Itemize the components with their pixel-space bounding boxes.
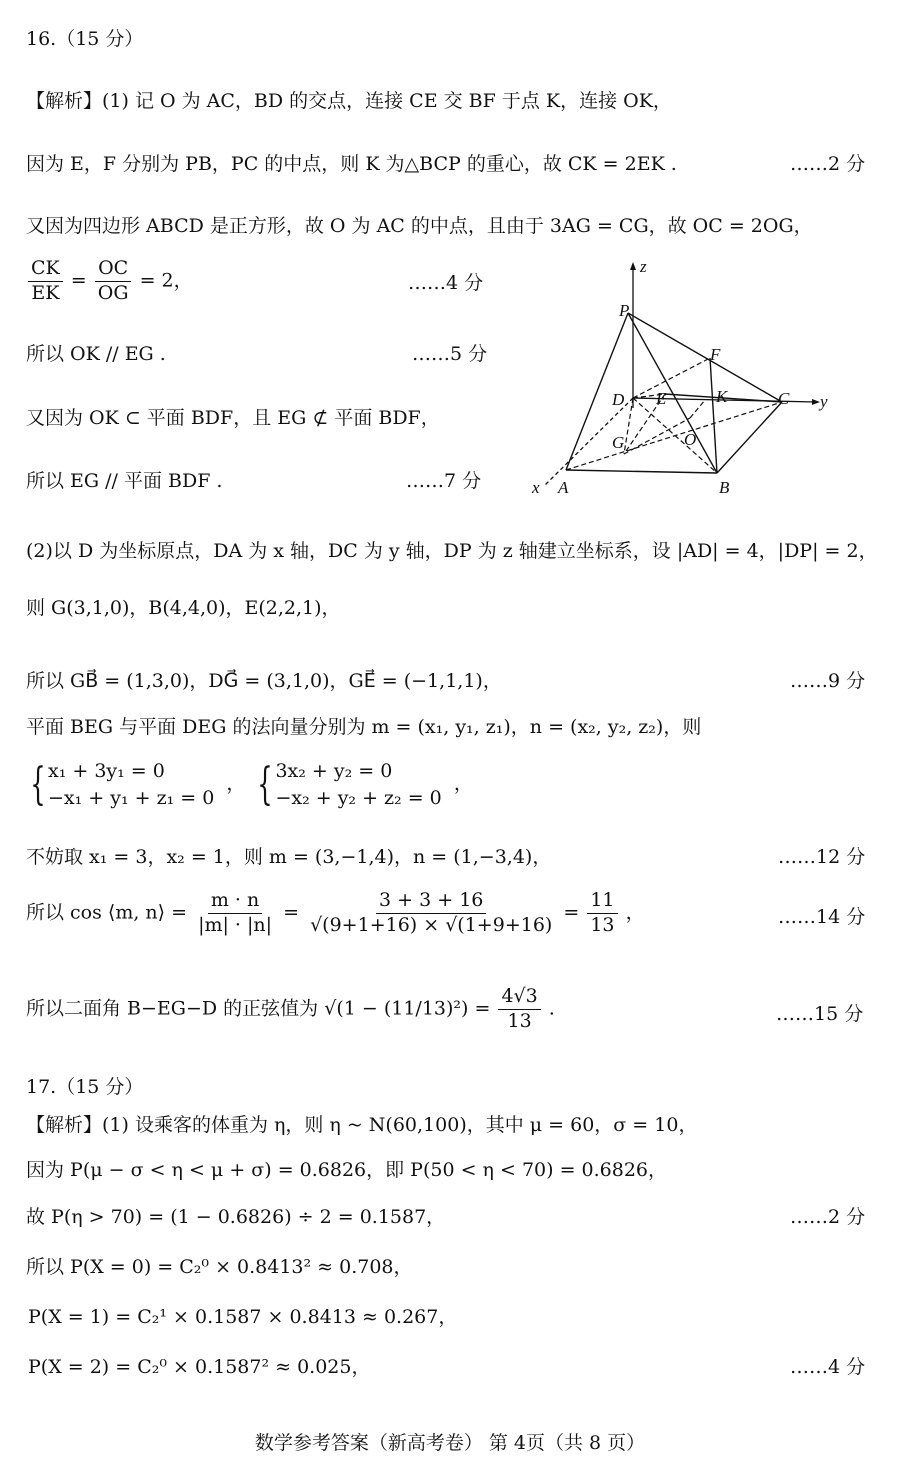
q16-line-6: 又因为 OK ⊂ 平面 BDF，且 EG ⊄ 平面 BDF， <box>26 407 440 429</box>
label-C: C <box>778 389 790 408</box>
q16-line-5: 所以 OK // EG . <box>26 343 166 365</box>
q17-line-2: 因为 P(μ − σ < η < μ + σ) = 0.6826，即 P(50 < η < 70) = 0.6826， <box>26 1159 668 1181</box>
q17-line-3: 故 P(η > 70) = (1 − 0.6826) ÷ 2 = 0.1587， <box>26 1206 446 1228</box>
q16-line-3: 又因为四边形 ABCD 是正方形，故 O 为 AC 的中点，且由于 3AG = CG，故 OC = 2OG， <box>26 215 813 237</box>
label-E: E <box>656 389 667 408</box>
edge-AB <box>566 470 717 473</box>
label-P: P <box>619 301 630 320</box>
label-O: O <box>684 430 697 449</box>
equation-system-m: { x₁ + 3y₁ = 0 −x₁ + y₁ + z₁ = 0 <box>30 758 215 810</box>
q17-line-1: 【解析】(1) 设乘客的体重为 η，则 η ~ N(60,100)，其中 μ = 60，σ = 10， <box>26 1114 698 1136</box>
q16-line-10: 所以 GB⃗ = (1,3,0)，DG⃗ = (3,1,0)，GE⃗ = (−1,1,1)， <box>26 670 502 692</box>
score-mark: ……5 分 <box>412 343 488 365</box>
q16-ratio-equation: $\frac{CK}{EK}$ = $\frac{OC}{OG}$ = 2， <box>26 258 193 305</box>
fraction: $\frac{4√3}{13}$ <box>498 986 540 1033</box>
score-mark: ……12 分 <box>778 846 866 868</box>
label-A: A <box>558 478 569 497</box>
q16-equation-systems: { x₁ + 3y₁ = 0 −x₁ + y₁ + z₁ = 0 ， { 3x₂ + y₂ = 0 −x₂ + y₂ + z₂ = 0 ， <box>24 758 473 811</box>
fraction: $\frac{3 + 3 + 16}{√(9+1+16) \times √(1+9+16)}$ <box>310 889 553 936</box>
q17-line-6: P(X = 2) = C₂⁰ × 0.1587² ≈ 0.025， <box>28 1356 371 1378</box>
y-axis-arrow <box>812 399 820 405</box>
label-G: G <box>612 433 625 452</box>
z-axis-arrow <box>630 262 636 270</box>
q16-line-2: 因为 E，F 分别为 PB，PC 的中点，则 K 为△BCP 的重心，故 CK = 2EK . <box>26 153 677 175</box>
fraction: $\frac{m \cdot n}{|m| \cdot |n|}$ <box>198 889 273 936</box>
q16-line-11: 平面 BEG 与平面 DEG 的法向量分别为 m = (x₁, y₁, z₁)，n = (x₂, y₂, z₂)，则 <box>26 716 702 738</box>
pyramid-figure <box>520 258 850 503</box>
fraction: $\frac{CK}{EK}$ <box>28 258 63 305</box>
q16-line-7: 所以 EG // 平面 BDF . <box>26 470 223 492</box>
label-x: x <box>532 478 540 497</box>
q16-sine-equation: 所以二面角 B−EG−D 的正弦值为 √(1 − (11/13)²) = $\frac{4√3}{13}$ . <box>26 985 555 1032</box>
label-K: K <box>716 387 728 406</box>
score-mark: ……15 分 <box>776 1003 864 1025</box>
label-D: D <box>612 390 625 409</box>
score-mark: ……14 分 <box>778 906 866 928</box>
q16-cos-equation: 所以 cos ⟨m, n⟩ = $\frac{m \cdot n}{|m| \cdot |n|}$ = $\frac{3 + 3 + 16}{√(9+1+16) \times √(1+9+16)}$ = $\frac{11}{13}$ ， <box>26 889 645 936</box>
q16-title: 16.（15 分） <box>26 28 144 50</box>
q16-line-1: 【解析】(1) 记 O 为 AC，BD 的交点，连接 CE 交 BF 于点 K，连接 OK， <box>26 90 672 112</box>
score-mark: ……2 分 <box>790 1206 866 1228</box>
score-mark: ……4 分 <box>790 1356 866 1378</box>
fraction: $\frac{11}{13}$ <box>587 890 617 937</box>
equation-system-n: { 3x₂ + y₂ = 0 −x₂ + y₂ + z₂ = 0 <box>257 758 442 810</box>
q16-line-13: 不妨取 x₁ = 3，x₂ = 1，则 m = (3,−1,4)，n = (1,−3,4)， <box>26 846 552 868</box>
page-footer: 数学参考答案（新高考卷） 第 4页（共 8 页） <box>254 1432 646 1454</box>
q17-line-5: P(X = 1) = C₂¹ × 0.1587 × 0.8413 ≈ 0.267， <box>28 1306 458 1328</box>
score-mark: ……2 分 <box>790 153 866 175</box>
edge-BF <box>710 358 717 473</box>
label-B: B <box>719 478 730 497</box>
score-mark: ……4 分 <box>408 272 484 294</box>
score-mark: ……9 分 <box>790 670 866 692</box>
label-z: z <box>640 258 647 276</box>
hidden-edges <box>566 358 782 473</box>
label-y: y <box>820 392 828 411</box>
q17-title: 17.（15 分） <box>26 1076 144 1098</box>
score-mark: ……7 分 <box>406 470 482 492</box>
q17-line-4: 所以 P(X = 0) = C₂⁰ × 0.8413² ≈ 0.708， <box>26 1256 413 1278</box>
q16-line-9: 则 G(3,1,0)，B(4,4,0)，E(2,2,1)， <box>26 597 341 619</box>
fraction: $\frac{OC}{OG}$ <box>95 258 132 305</box>
label-F: F <box>710 345 721 364</box>
q16-line-8: (2)以 D 为坐标原点，DA 为 x 轴，DC 为 y 轴，DP 为 z 轴建立坐标系，设 |AD| = 4，|DP| = 2， <box>26 540 878 562</box>
